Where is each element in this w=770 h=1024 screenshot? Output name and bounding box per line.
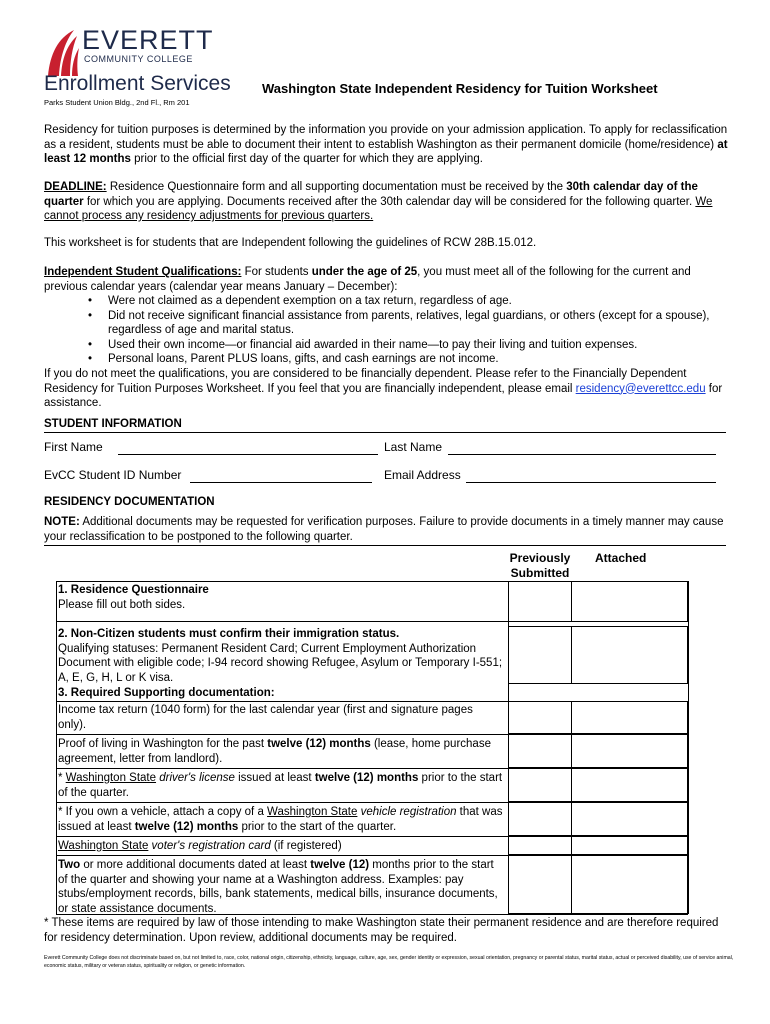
first-name-label: First Name	[44, 440, 103, 454]
r2-attached-checkbox[interactable]	[571, 626, 688, 684]
r1-previously-checkbox[interactable]	[508, 581, 572, 622]
logo-college-name: EVERETT	[82, 25, 214, 55]
intro-paragraph: Residency for tuition purposes is determined by the information you provide on your admission application. To apply for reclassification as a resident, students must be able to document their intent to establish Washington as their permanent domicile (home/residence) at least 12 months prior to the official first day of the quarter for which they are applying.	[44, 124, 728, 165]
col-previously-submitted: Previously Submitted	[509, 551, 571, 580]
col-attached: Attached	[595, 551, 647, 565]
email-label: Email Address	[384, 468, 461, 482]
r1-attached-checkbox[interactable]	[571, 581, 688, 622]
table-row: 1. Residence Questionnaire Please fill out both sides.	[58, 584, 209, 611]
nondiscrimination-footer: Everett Community College does not discriminate based on, but not limited to, race, color, national origin, citizenship, ethnicity, language, culture, age, sex, gender identity or expression, sexual orientation, pregnancy or parental status, marital status, actual or perceived disability, use of service animal, economic status, military or veteran status, spirituality or religion, or genetic information.	[44, 955, 734, 969]
table-row: Two or more additional documents dated at least twelve (12) months prior to the start of the quarter and showing your name at a Washington address. Examples: pay stubs/employment records, bills, bank statements, medical bills, insurance documents, or state assistance documents.	[58, 859, 498, 915]
table-row: * Washington State driver's license issued at least twelve (12) months prior to the start of the quarter.	[58, 772, 503, 799]
student-id-label: EvCC Student ID Number	[44, 468, 182, 482]
residency-note: NOTE: Additional documents may be requested for verification purposes. Failure to provide documents in a timely manner may cause your reclassification to be postponed to the following quarter.	[44, 516, 724, 543]
r6-attached-checkbox[interactable]	[571, 802, 688, 836]
list-item: • Were not claimed as a dependent exemption on a tax return, regardless of age.	[88, 294, 734, 309]
table-row: Income tax return (1040 form) for the last calendar year (first and signature pages only).	[58, 704, 473, 731]
logo-mark-icon	[44, 28, 80, 76]
r3-previously-checkbox[interactable]	[508, 701, 572, 734]
r4-attached-checkbox[interactable]	[571, 734, 688, 768]
r2-previously-checkbox[interactable]	[508, 626, 572, 684]
r5-previously-checkbox[interactable]	[508, 768, 572, 802]
email-field[interactable]	[466, 482, 716, 483]
first-name-field[interactable]	[118, 454, 378, 455]
page-title: Washington State Independent Residency for Tuition Worksheet	[262, 81, 658, 96]
student-info-heading: STUDENT INFORMATION	[44, 418, 182, 430]
r7-previously-checkbox[interactable]	[508, 836, 572, 855]
deadline-paragraph: DEADLINE: Residence Questionnaire form and all supporting documentation must be received by the 30th calendar day of the quarter for which you are applying. Documents received after the 30th calendar day will be considered for the following quarter. We cannot process any residency adjustments for previous quarters.	[44, 181, 713, 222]
table-row: 2. Non-Citizen students must confirm their immigration status. Qualifying statuses: Permanent Resident Card; Current Employment Authorization Document with eligible code; I-94 record showing Refugee, Asylum or Temporary I-551; A, E, G, H, L or K visa.	[58, 628, 503, 684]
residency-docs-heading: RESIDENCY DOCUMENTATION	[44, 496, 215, 508]
worksheet-note: This worksheet is for students that are Independent following the guidelines of RCW 28B.15.012.	[44, 237, 537, 249]
student-id-field[interactable]	[190, 482, 372, 483]
last-name-field[interactable]	[448, 454, 716, 455]
r7-attached-checkbox[interactable]	[571, 836, 688, 855]
divider	[44, 545, 726, 546]
list-item: • Used their own income—or financial aid awarded in their name—to pay their living and tuition expenses.	[88, 338, 734, 353]
divider	[44, 432, 726, 433]
table-row: Proof of living in Washington for the past twelve (12) months (lease, home purchase agreement, letter from landlord).	[58, 738, 491, 765]
residency-email-link[interactable]: residency@everettcc.edu	[575, 382, 706, 395]
table-row: Washington State voter's registration card (if registered)	[58, 840, 342, 852]
r5-attached-checkbox[interactable]	[571, 768, 688, 802]
qualifications-lead: Independent Student Qualifications: For students under the age of 25, you must meet all of the following for the current and previous calendar years (calendar year means January – December):	[44, 266, 691, 293]
r8-previously-checkbox[interactable]	[508, 855, 572, 914]
r6-previously-checkbox[interactable]	[508, 802, 572, 836]
table-row: 3. Required Supporting documentation:	[58, 687, 275, 699]
college-logo	[44, 26, 234, 106]
r4-previously-checkbox[interactable]	[508, 734, 572, 768]
table-left-border	[56, 581, 57, 914]
qualifications-list	[44, 294, 734, 367]
table-row: * If you own a vehicle, attach a copy of a Washington State vehicle registration that was issued at least twelve (12) months prior to the start of the quarter.	[58, 806, 503, 833]
row-divider	[56, 621, 688, 622]
table-right-border	[688, 581, 689, 914]
list-item: • Did not receive significant financial assistance from parents, relatives, legal guardians, or others (except for a spouse), regardless of age and marital status.	[88, 309, 734, 338]
r3-attached-checkbox[interactable]	[571, 701, 688, 734]
qualifications-outro: If you do not meet the qualifications, you are considered to be financially dependent. Please refer to the Financially Dependent Residency for Tuition Purposes Worksheet. If you feel that you are financially independent, please email residency@everettcc.edu for assistance.	[44, 368, 723, 409]
department-name: Enrollment Services	[44, 72, 231, 95]
logo-college-subname: COMMUNITY COLLEGE	[84, 54, 193, 64]
list-item: • Personal loans, Parent PLUS loans, gifts, and cash earnings are not income.	[88, 352, 734, 367]
row-divider	[56, 701, 508, 702]
r8-attached-checkbox[interactable]	[571, 855, 688, 914]
last-name-label: Last Name	[384, 440, 443, 454]
footnote: * These items are required by law of those intending to make Washington state their permanent residence and are therefore required for residency determination. Upon review, additional documents may be required.	[44, 917, 719, 944]
department-address: Parks Student Union Bldg., 2nd Fl., Rm 201	[44, 98, 190, 107]
